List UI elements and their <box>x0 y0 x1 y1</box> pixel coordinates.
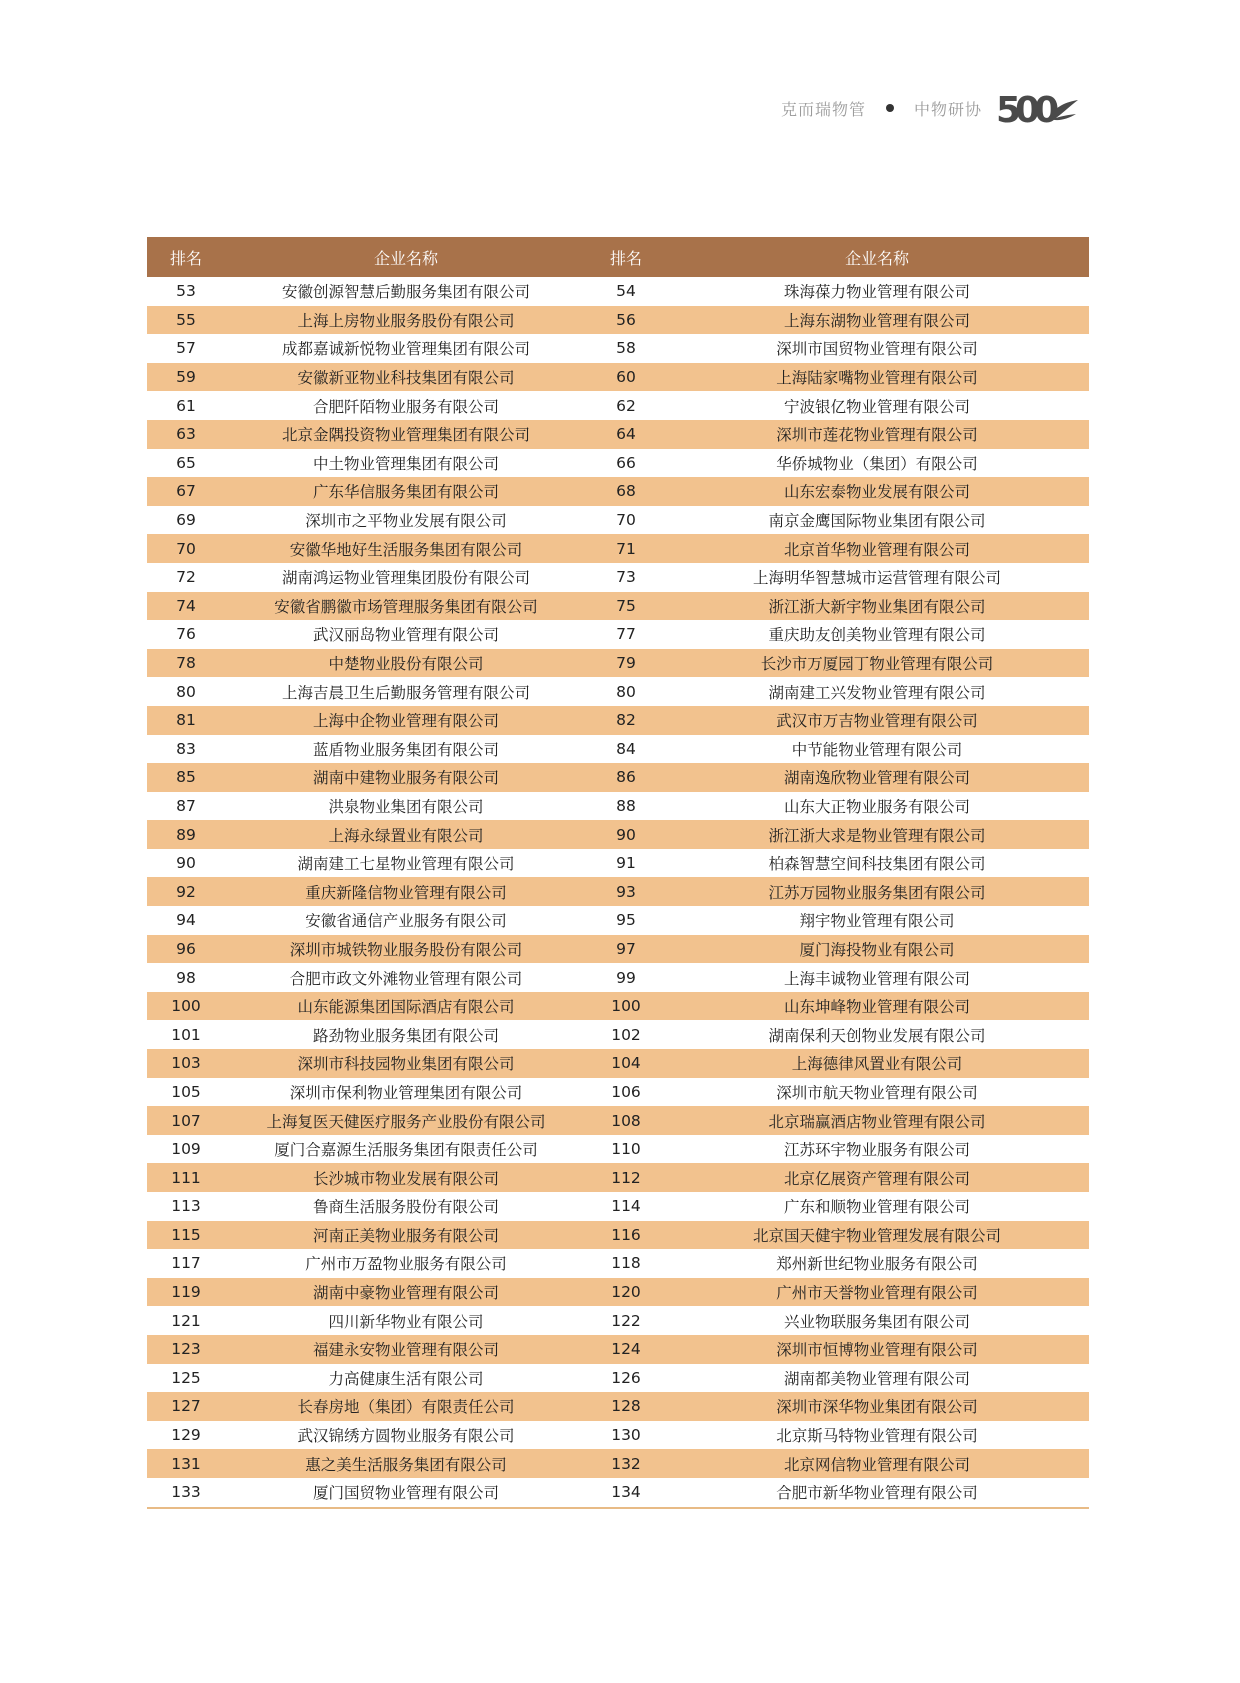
company-cell: 山东宏泰物业发展有限公司 <box>665 477 1089 506</box>
company-cell: 深圳市之平物业发展有限公司 <box>305 512 507 531</box>
rank-cell: 72 <box>176 568 196 587</box>
rank-cell: 58 <box>616 339 636 358</box>
rank-cell: 59 <box>147 363 225 392</box>
rank-cell: 128 <box>587 1392 665 1421</box>
table-row <box>147 477 1089 506</box>
rank-cell: 121 <box>171 1311 201 1330</box>
company-cell: 洪泉物业集团有限公司 <box>328 797 484 816</box>
rank-cell: 63 <box>147 420 225 449</box>
rank-cell: 80 <box>616 682 636 701</box>
company-cell: 武汉丽岛物业管理有限公司 <box>312 626 499 645</box>
company-cell: 北京网信物业管理有限公司 <box>665 1449 1089 1478</box>
company-cell: 深圳市科技园物业集团有限公司 <box>225 1049 587 1078</box>
logo-text: 500 <box>996 90 1054 128</box>
rank-cell: 62 <box>616 396 636 415</box>
rank-cell: 74 <box>147 592 225 621</box>
rank-cell: 61 <box>176 396 196 415</box>
company-cell: 深圳市城铁物业服务股份有限公司 <box>225 935 587 964</box>
rank-cell: 56 <box>587 306 665 335</box>
rank-cell: 97 <box>587 935 665 964</box>
table-row <box>147 1364 1089 1393</box>
rank-cell: 123 <box>147 1335 225 1364</box>
table-row <box>147 820 1089 849</box>
page-header <box>781 88 1080 128</box>
rank-cell: 69 <box>176 511 196 530</box>
rank-cell: 78 <box>147 649 225 678</box>
company-cell: 宁波银亿物业管理有限公司 <box>783 397 970 416</box>
company-cell: 惠之美生活服务集团有限公司 <box>225 1449 587 1478</box>
company-cell: 湖南保利天创物业发展有限公司 <box>768 1026 986 1045</box>
company-cell: 兴业物联服务集团有限公司 <box>783 1312 970 1331</box>
rank-cell: 85 <box>147 763 225 792</box>
table-row <box>147 1249 1089 1278</box>
table-row <box>147 334 1089 363</box>
rank-cell: 101 <box>171 1025 201 1044</box>
company-cell: 鲁商生活服务股份有限公司 <box>312 1198 499 1217</box>
table-row <box>147 1049 1089 1078</box>
header-company-right: 企业名称 <box>665 237 1089 277</box>
table-row <box>147 1020 1089 1049</box>
rank-cell: 124 <box>587 1335 665 1364</box>
table-row <box>147 506 1089 535</box>
company-cell: 珠海葆力物业管理有限公司 <box>783 283 970 302</box>
company-cell: 湖南中建物业服务有限公司 <box>225 763 587 792</box>
ranking-table <box>147 237 1089 1509</box>
rank-cell: 103 <box>147 1049 225 1078</box>
company-cell: 湖南都美物业管理有限公司 <box>783 1369 970 1388</box>
table-row <box>147 649 1089 678</box>
company-cell: 中楚物业股份有限公司 <box>225 649 587 678</box>
rank-cell: 113 <box>171 1197 201 1216</box>
rank-cell: 118 <box>611 1254 641 1273</box>
company-cell: 上海吉晨卫生后勤服务管理有限公司 <box>281 683 530 702</box>
rank-cell: 134 <box>587 1478 665 1508</box>
rank-cell: 125 <box>171 1368 201 1387</box>
rank-cell: 65 <box>176 453 196 472</box>
company-cell: 上海中企物业管理有限公司 <box>225 706 587 735</box>
company-cell: 广州市万盈物业服务有限公司 <box>305 1255 507 1274</box>
rank-cell: 86 <box>587 763 665 792</box>
table-row <box>147 963 1089 992</box>
rank-cell: 108 <box>587 1106 665 1135</box>
rank-cell: 110 <box>611 1140 641 1159</box>
rank-cell: 84 <box>616 739 636 758</box>
company-cell: 安徽新亚物业科技集团有限公司 <box>225 363 587 392</box>
company-cell: 湖南建工七星物业管理有限公司 <box>297 855 515 874</box>
table-row <box>147 363 1089 392</box>
table-row <box>147 992 1089 1021</box>
company-cell: 深圳市莲花物业管理有限公司 <box>665 420 1089 449</box>
company-cell: 力高健康生活有限公司 <box>328 1369 484 1388</box>
company-cell: 深圳市国贸物业管理有限公司 <box>776 340 978 359</box>
company-cell: 深圳市航天物业管理有限公司 <box>776 1083 978 1102</box>
company-cell: 上海上房物业服务股份有限公司 <box>225 306 587 335</box>
rank-cell: 57 <box>176 339 196 358</box>
company-cell: 武汉市万吉物业管理有限公司 <box>665 706 1089 735</box>
rank-cell: 91 <box>616 854 636 873</box>
company-cell: 浙江浙大新宇物业集团有限公司 <box>665 592 1089 621</box>
rank-cell: 60 <box>587 363 665 392</box>
company-cell: 成都嘉诚新悦物业管理集团有限公司 <box>281 340 530 359</box>
rank-cell: 100 <box>147 992 225 1021</box>
table-row <box>147 1392 1089 1421</box>
table-row <box>147 677 1089 706</box>
company-cell: 上海复医天健医疗服务产业股份有限公司 <box>225 1106 587 1135</box>
rank-cell: 119 <box>147 1278 225 1307</box>
company-cell: 四川新华物业有限公司 <box>328 1312 484 1331</box>
table-row <box>147 1335 1089 1364</box>
company-cell: 深圳市深华物业集团有限公司 <box>665 1392 1089 1421</box>
company-cell: 合肥市政文外滩物业管理有限公司 <box>289 969 523 988</box>
rank-cell: 90 <box>587 820 665 849</box>
rank-cell: 127 <box>147 1392 225 1421</box>
rank-cell: 71 <box>587 534 665 563</box>
rank-cell: 116 <box>587 1221 665 1250</box>
rank-cell: 126 <box>611 1368 641 1387</box>
table-row <box>147 906 1089 935</box>
company-cell: 上海德律风置业有限公司 <box>665 1049 1089 1078</box>
company-cell: 重庆助友创美物业管理有限公司 <box>768 626 986 645</box>
rank-cell: 130 <box>611 1426 641 1445</box>
company-cell: 上海永绿置业有限公司 <box>225 820 587 849</box>
company-cell: 厦门合嘉源生活服务集团有限责任公司 <box>274 1141 538 1160</box>
rank-cell: 92 <box>147 877 225 906</box>
table-row <box>147 563 1089 592</box>
company-cell: 湖南逸欣物业管理有限公司 <box>665 763 1089 792</box>
table-row <box>147 534 1089 563</box>
company-cell: 福建永安物业管理有限公司 <box>225 1335 587 1364</box>
rank-cell: 93 <box>587 877 665 906</box>
company-cell: 重庆新隆信物业管理有限公司 <box>225 877 587 906</box>
company-cell: 北京金隅投资物业管理集团有限公司 <box>225 420 587 449</box>
company-cell: 长春房地（集团）有限责任公司 <box>225 1392 587 1421</box>
table-row <box>147 1306 1089 1335</box>
company-cell: 上海东湖物业管理有限公司 <box>665 306 1089 335</box>
company-cell: 深圳市恒博物业管理有限公司 <box>665 1335 1089 1364</box>
company-cell: 郑州新世纪物业服务有限公司 <box>776 1255 978 1274</box>
rank-cell: 111 <box>147 1163 225 1192</box>
table-row <box>147 706 1089 735</box>
table-row <box>147 391 1089 420</box>
rank-cell: 102 <box>611 1025 641 1044</box>
rank-cell: 87 <box>176 796 196 815</box>
company-cell: 北京亿展资产管理有限公司 <box>665 1163 1089 1192</box>
company-cell: 湖南建工兴发物业管理有限公司 <box>768 683 986 702</box>
table-row <box>147 935 1089 964</box>
table-row <box>147 620 1089 649</box>
rank-cell: 64 <box>587 420 665 449</box>
table-row <box>147 592 1089 621</box>
company-cell: 山东能源集团国际酒店有限公司 <box>225 992 587 1021</box>
rank-cell: 68 <box>587 477 665 506</box>
table-row <box>147 1078 1089 1107</box>
company-cell: 北京首华物业管理有限公司 <box>665 534 1089 563</box>
company-cell: 北京斯马特物业管理有限公司 <box>776 1427 978 1446</box>
rank-cell: 132 <box>587 1449 665 1478</box>
table-row <box>147 763 1089 792</box>
rank-cell: 54 <box>616 282 636 301</box>
company-cell: 广东华信服务集团有限公司 <box>225 477 587 506</box>
rank-cell: 55 <box>147 306 225 335</box>
rank-cell: 90 <box>176 854 196 873</box>
rank-cell: 66 <box>616 453 636 472</box>
company-cell: 安徽华地好生活服务集团有限公司 <box>225 534 587 563</box>
company-cell: 江苏环宇物业服务有限公司 <box>783 1141 970 1160</box>
rank-cell: 53 <box>176 282 196 301</box>
company-cell: 上海明华智慧城市运营管理有限公司 <box>752 569 1001 588</box>
rank-cell: 67 <box>147 477 225 506</box>
table-row <box>147 1135 1089 1164</box>
company-cell: 路劲物业服务集团有限公司 <box>312 1026 499 1045</box>
table-row <box>147 277 1089 306</box>
company-cell: 深圳市保利物业管理集团有限公司 <box>289 1083 523 1102</box>
company-cell: 长沙市万厦园丁物业管理有限公司 <box>665 649 1089 678</box>
rank-cell: 115 <box>147 1221 225 1250</box>
logo-500 <box>996 88 1080 128</box>
rank-cell: 76 <box>176 625 196 644</box>
table-row <box>147 735 1089 764</box>
table-row <box>147 1478 1089 1508</box>
rank-cell: 117 <box>171 1254 201 1273</box>
rank-cell: 114 <box>611 1197 641 1216</box>
rank-cell: 104 <box>587 1049 665 1078</box>
rank-cell: 109 <box>171 1140 201 1159</box>
rank-cell: 82 <box>587 706 665 735</box>
company-cell: 山东大正物业服务有限公司 <box>783 797 970 816</box>
rank-cell: 77 <box>616 625 636 644</box>
brand-left: 克而瑞物管 <box>780 99 866 119</box>
table-row <box>147 792 1089 821</box>
brand-right: 中物研协 <box>913 99 982 119</box>
company-cell: 北京国天健宇物业管理发展有限公司 <box>665 1221 1089 1250</box>
header-rank-right: 排名 <box>587 237 665 277</box>
rank-cell: 95 <box>616 911 636 930</box>
table-row <box>147 1106 1089 1135</box>
company-cell: 安徽省鹏徽市场管理服务集团有限公司 <box>225 592 587 621</box>
company-cell: 湖南中豪物业管理有限公司 <box>225 1278 587 1307</box>
company-cell: 中土物业管理集团有限公司 <box>312 454 499 473</box>
company-cell: 华侨城物业（集团）有限公司 <box>776 454 978 473</box>
rank-cell: 70 <box>616 511 636 530</box>
table-row <box>147 1449 1089 1478</box>
table-row <box>147 849 1089 878</box>
company-cell: 长沙城市物业发展有限公司 <box>225 1163 587 1192</box>
table-row <box>147 449 1089 478</box>
rank-cell: 80 <box>176 682 196 701</box>
company-cell: 安徽创源智慧后勤服务集团有限公司 <box>281 283 530 302</box>
rank-cell: 88 <box>616 796 636 815</box>
company-cell: 蓝盾物业服务集团有限公司 <box>312 740 499 759</box>
rank-cell: 133 <box>147 1478 225 1508</box>
company-cell: 上海丰诚物业管理有限公司 <box>783 969 970 988</box>
header-company-left: 企业名称 <box>225 237 587 277</box>
rank-cell: 79 <box>587 649 665 678</box>
rank-cell: 131 <box>147 1449 225 1478</box>
table-row <box>147 877 1089 906</box>
rank-cell: 107 <box>147 1106 225 1135</box>
company-cell: 厦门国贸物业管理有限公司 <box>225 1478 587 1508</box>
rank-cell: 100 <box>587 992 665 1021</box>
table-header-row <box>147 237 1089 277</box>
company-cell: 北京瑞赢酒店物业管理有限公司 <box>665 1106 1089 1135</box>
rank-cell: 120 <box>587 1278 665 1307</box>
rank-cell: 122 <box>611 1311 641 1330</box>
rank-cell: 99 <box>616 968 636 987</box>
rank-cell: 73 <box>616 568 636 587</box>
company-cell: 武汉锦绣方圆物业服务有限公司 <box>297 1427 515 1446</box>
company-cell: 山东坤峰物业管理有限公司 <box>665 992 1089 1021</box>
table-row <box>147 420 1089 449</box>
table-row <box>147 1221 1089 1250</box>
rank-cell: 112 <box>587 1163 665 1192</box>
rank-cell: 129 <box>171 1426 201 1445</box>
company-cell: 安徽省通信产业服务有限公司 <box>305 912 507 931</box>
rank-cell: 75 <box>587 592 665 621</box>
company-cell: 中节能物业管理有限公司 <box>791 740 963 759</box>
company-cell: 江苏万园物业服务集团有限公司 <box>665 877 1089 906</box>
company-cell: 合肥阡陌物业服务有限公司 <box>312 397 499 416</box>
rank-cell: 96 <box>147 935 225 964</box>
rank-cell: 83 <box>176 739 196 758</box>
company-cell: 湖南鸿运物业管理集团股份有限公司 <box>281 569 530 588</box>
rank-cell: 106 <box>611 1082 641 1101</box>
company-cell: 浙江浙大求是物业管理有限公司 <box>665 820 1089 849</box>
company-cell: 上海陆家嘴物业管理有限公司 <box>665 363 1089 392</box>
company-cell: 广东和顺物业管理有限公司 <box>783 1198 970 1217</box>
table-row <box>147 1278 1089 1307</box>
table-row <box>147 306 1089 335</box>
rank-cell: 94 <box>176 911 196 930</box>
rank-cell: 105 <box>171 1082 201 1101</box>
company-cell: 柏森智慧空间科技集团有限公司 <box>768 855 986 874</box>
rank-cell: 89 <box>147 820 225 849</box>
header-rank-left: 排名 <box>147 237 225 277</box>
company-cell: 广州市天誉物业管理有限公司 <box>665 1278 1089 1307</box>
table-row <box>147 1192 1089 1221</box>
company-cell: 南京金鹰国际物业集团有限公司 <box>768 512 986 531</box>
company-cell: 厦门海投物业有限公司 <box>665 935 1089 964</box>
company-cell: 合肥市新华物业管理有限公司 <box>665 1478 1089 1508</box>
rank-cell: 70 <box>147 534 225 563</box>
rank-cell: 81 <box>147 706 225 735</box>
rank-cell: 98 <box>176 968 196 987</box>
table-row <box>147 1421 1089 1450</box>
company-cell: 翔宇物业管理有限公司 <box>799 912 955 931</box>
table-row <box>147 1163 1089 1192</box>
separator-dot <box>886 104 894 112</box>
company-cell: 河南正美物业服务有限公司 <box>225 1221 587 1250</box>
